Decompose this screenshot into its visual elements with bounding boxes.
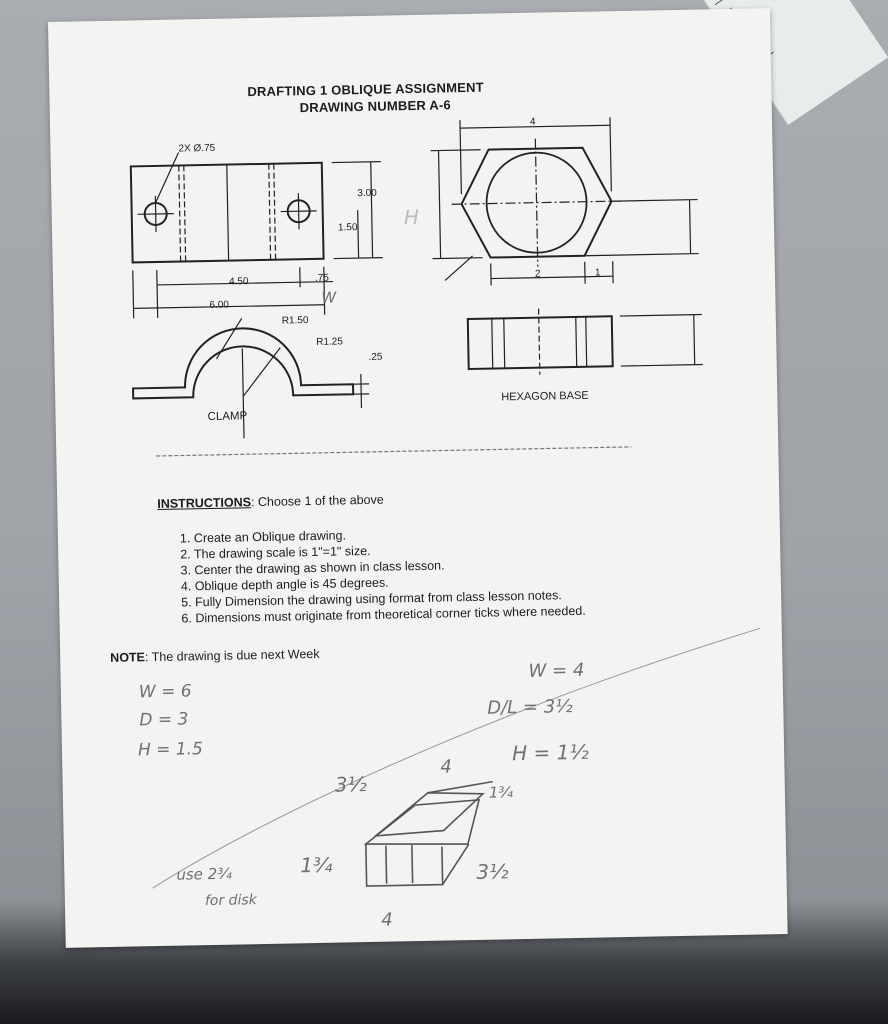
hex-dim-2: 2 [534, 268, 541, 280]
ruler-label [750, 0, 779, 2]
hexagon-label: HEXAGON BASE [501, 389, 589, 404]
drawing-number: DRAWING NUMBER A-6 [299, 97, 451, 116]
instruction-item: 6. Dimensions must originate from theoretical corner ticks where needed. [181, 603, 586, 626]
hand-sketch-3-5-b: 3½ [476, 859, 509, 884]
hand-height-1-5: H = 1.5 [137, 739, 204, 761]
instruction-item: 4. Oblique depth angle is 45 degrees. [180, 575, 389, 594]
hand-h-label: H [403, 204, 420, 230]
pencil-oblique-sketch [148, 628, 765, 890]
instruction-item: 5. Fully Dimension the drawing using format from class lesson notes. [181, 588, 562, 610]
hand-sketch-4-b: 4 [381, 909, 393, 931]
assignment-sheet [48, 8, 788, 948]
hand-sketch-1-75: 1¾ [488, 783, 514, 802]
hand-depth-3: D = 3 [139, 709, 189, 731]
instructions-heading: INSTRUCTIONS [157, 495, 252, 511]
instruction-item: 1. Create an Oblique drawing. [179, 528, 347, 546]
clamp-label: CLAMP [207, 410, 248, 424]
radius-1-50: R1.50 [281, 315, 309, 327]
note-text: : The drawing is due next Week [144, 646, 320, 665]
hole-note: 2X Ø.75 [178, 142, 216, 155]
hex-dim-4: 4 [529, 116, 536, 128]
instructions-intro-text: : Choose 1 of the above [250, 492, 384, 510]
dim-1-50: 1.50 [337, 222, 358, 234]
hand-height-1-5: H = 1½ [511, 739, 589, 766]
clamp-front-view [132, 316, 370, 441]
clamp-top-view [131, 149, 384, 319]
instruction-item: 2. The drawing scale is 1"=1" size. [180, 543, 371, 562]
hex-dim-1: 1 [594, 267, 601, 279]
note-label: NOTE [110, 650, 146, 665]
dim-6-00: 6.00 [209, 299, 230, 311]
dim-0-25: .25 [368, 351, 383, 363]
instruction-item: 3. Center the drawing as shown in class lesson. [180, 558, 445, 578]
hexagon-front-view [468, 306, 703, 376]
separator-line [156, 447, 631, 456]
hand-sketch-4: 4 [440, 756, 453, 778]
dim-3-00: 3.00 [357, 187, 377, 200]
hand-for-disk: for disk [204, 892, 257, 910]
hand-width-4: W = 4 [528, 659, 585, 682]
hand-w-label: W [321, 288, 337, 307]
hexagon-top-view [430, 116, 699, 287]
hand-sketch-1-75-b: 1¾ [300, 852, 333, 878]
hand-sketch-3-5: 3½ [334, 772, 368, 797]
radius-1-25: R1.25 [316, 336, 343, 348]
assignment-title: DRAFTING 1 OBLIQUE ASSIGNMENT [247, 79, 484, 100]
hand-width-6: W = 6 [138, 681, 192, 703]
dim-0-75: .75 [314, 272, 329, 284]
technical-drawings [48, 8, 788, 948]
hand-depth-3-5: D/L = 3½ [487, 696, 573, 719]
ruler-tick [715, 0, 734, 5]
dim-4-50: 4.50 [228, 276, 249, 288]
hand-use-note: use 2¾ [176, 864, 232, 884]
